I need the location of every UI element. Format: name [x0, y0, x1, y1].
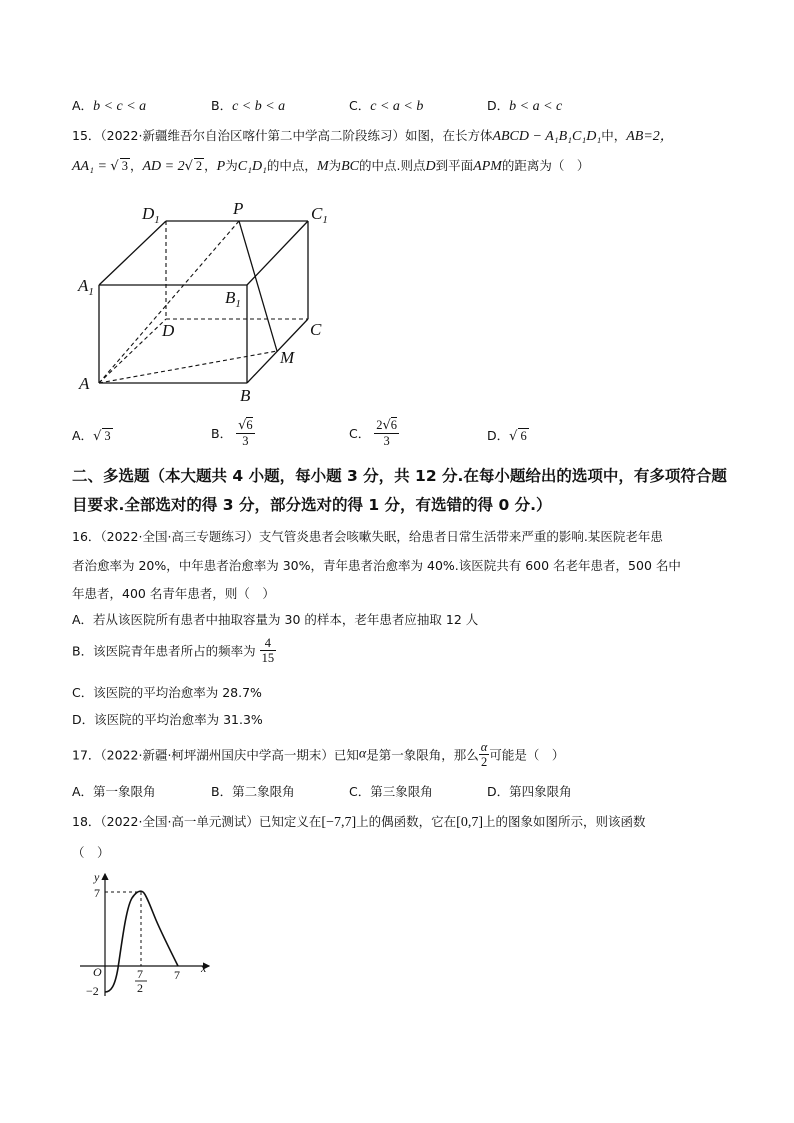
fraction-numerator: [236, 418, 255, 434]
sqrt-symbol: √: [382, 418, 391, 433]
stem-text: 可能是（ ）: [489, 747, 565, 763]
stem-text: 到平面: [435, 158, 474, 173]
sqrt-symbol: √: [110, 159, 119, 174]
radicand: 6: [520, 429, 527, 443]
stem-text: 18．（2022·全国·高一单元测试）已知定义在: [72, 814, 322, 829]
option-expr: b < a < c: [509, 99, 563, 114]
q18-stem-line1: [72, 812, 646, 831]
ad-radicand: 2: [195, 159, 203, 173]
fraction-denominator: 3: [242, 434, 249, 448]
label-c: C: [310, 320, 322, 339]
label-b1: $B_1$: [225, 288, 241, 310]
segment-c1d1: C₁D₁: [237, 159, 267, 174]
fraction-denominator: 3: [383, 434, 390, 448]
q14-option-d: [487, 96, 562, 115]
fraction-denominator: 15: [261, 651, 275, 665]
fraction-denominator: 2: [480, 755, 488, 769]
aa1-expr: AA₁ =: [72, 159, 111, 174]
section-heading-line1: 二、多选题（本大题共 4 小题，每小题 3 分，共 12 分.在每小题给出的选项中，有多项符合题: [72, 467, 727, 485]
segment-pm: [239, 221, 277, 351]
hidden-segment-ap: [99, 221, 239, 383]
label-c1: $C_1$: [311, 204, 328, 226]
interval-half: [0,7]: [456, 815, 483, 830]
hidden-edge-ad: [99, 319, 166, 383]
question-source: （2022·新疆维吾尔自治区喀什第二中学高二阶段练习）如图，在长方体: [100, 128, 493, 143]
radicand: 6: [246, 418, 253, 432]
hidden-segment-am: [99, 351, 277, 383]
radicand: 3: [104, 429, 111, 443]
fraction-numerator: [374, 418, 399, 434]
q16-option-b: [72, 636, 276, 665]
sqrt-symbol: √: [93, 429, 102, 444]
stem-text: 中，: [601, 128, 627, 143]
box-name: ABCD − A₁B₁C₁D₁: [492, 129, 602, 144]
q16-stem-line2: 者治愈率为 20%，中年患者治愈率为 30%，青年患者治愈率为 40%.该医院共有 600 名老年患者，500 名中: [72, 558, 681, 573]
stem-text: ，: [204, 158, 217, 173]
q16-option-c: C．该医院的平均治愈率为 28.7%: [72, 685, 262, 700]
x-tick-frac-den: 2: [137, 981, 143, 995]
cuboid-figure: [70, 195, 350, 410]
stem-text: 为: [328, 158, 342, 173]
option-label: C．: [349, 426, 371, 441]
fraction: [479, 740, 490, 769]
edge-a1d1: [99, 221, 166, 285]
label-m: M: [280, 348, 295, 367]
option-label: B．: [211, 98, 233, 113]
q14-option-a: [72, 96, 146, 115]
q16-option-a: A．若从该医院所有患者中抽取容量为 30 的样本，老年患者应抽取 12 人: [72, 612, 479, 627]
fraction-numerator: α: [480, 740, 488, 754]
option-expr: b < c < a: [93, 99, 147, 114]
fraction-numerator: 4: [260, 636, 277, 651]
label-a1: $A_1$: [78, 276, 94, 298]
plane-apm: APM: [473, 159, 502, 174]
q16-stem-line3: 年患者，400 名青年患者，则（ ）: [72, 586, 275, 601]
point-m: M: [316, 159, 329, 174]
alpha-symbol: α: [358, 746, 367, 762]
sqrt-symbol: √: [184, 159, 193, 174]
q18-paren: （ ）: [72, 845, 110, 860]
stem-text: 的中点.则点: [359, 158, 426, 173]
sqrt-symbol: √: [238, 418, 247, 433]
aa1-radicand: 3: [121, 159, 128, 173]
q15-option-b: [211, 418, 255, 448]
label-b: B: [240, 386, 251, 405]
interval-full: [−7,7]: [321, 815, 357, 830]
fraction: [260, 636, 277, 665]
q17-option-b: B．第二象限角: [211, 784, 295, 799]
q15-option-c: [349, 418, 399, 448]
point-d: D: [425, 159, 436, 174]
radicand: 6: [390, 418, 398, 432]
stem-text: 上的图象如图所示，则该函数: [483, 814, 646, 829]
fraction: [236, 418, 255, 448]
segment-bc: BC: [341, 159, 360, 174]
label-a: A: [79, 374, 90, 393]
q16-stem-line1: 16．（2022·全国·高三专题练习）支气管炎患者会咳嗽失眠，给患者日常生活带来严重的影响.某医院老年患: [72, 529, 663, 544]
question-number: 15．: [72, 128, 101, 143]
stem-text: ，: [129, 158, 143, 173]
q14-option-c: [349, 96, 423, 115]
edge-bc: [247, 319, 308, 383]
q15-stem-line1: [72, 125, 674, 145]
q14-option-b: [211, 96, 285, 115]
q17-option-d: D．第四象限角: [487, 784, 572, 799]
q17-stem: [72, 740, 564, 769]
q17-option-c: C．第三象限角: [349, 784, 433, 799]
stem-text: 是第一象限角，那么: [366, 747, 479, 763]
edge-b1c1: [247, 221, 308, 285]
q15-option-d: [487, 426, 529, 444]
x-axis-label: x: [201, 961, 207, 975]
label-d: D: [162, 321, 175, 340]
q17-option-a: A．第一象限角: [72, 784, 156, 799]
option-label: D．: [487, 428, 510, 443]
x-tick-7: 7: [174, 968, 180, 982]
option-text: B．该医院青年患者所占的频率为: [72, 643, 256, 659]
option-label: A．: [72, 98, 94, 113]
y-tick-7: 7: [94, 886, 100, 900]
section-heading-line2: 目要求.全部选对的得 3 分，部分选对的得 1 分，有选错的得 0 分.）: [72, 496, 552, 514]
label-p: P: [233, 199, 244, 218]
point-p: P: [216, 159, 226, 174]
option-label: A．: [72, 428, 94, 443]
origin-label: O: [93, 965, 102, 979]
y-axis-label: y: [94, 870, 100, 884]
stem-text: 17．（2022·新疆·柯坪湖州国庆中学高一期末）已知: [72, 747, 359, 763]
ad-expr: AD = 2: [142, 159, 185, 174]
ab-value: AB=2，: [626, 129, 674, 144]
fraction: [374, 418, 399, 448]
q16-option-d: D．该医院的平均治愈率为 31.3%: [72, 712, 263, 727]
option-expr: c < a < b: [370, 99, 424, 114]
option-label: B．: [211, 426, 233, 441]
sqrt-symbol: √: [509, 429, 518, 444]
stem-text: 的中点，: [266, 158, 317, 173]
option-expr: c < b < a: [232, 99, 286, 114]
function-graph: [72, 868, 222, 1003]
coefficient: 2: [376, 418, 383, 432]
stem-text: 为: [225, 158, 238, 173]
q15-stem-line2: [72, 156, 589, 175]
option-label: C．: [349, 98, 371, 113]
x-tick-frac-num: 7: [137, 967, 143, 981]
y-tick-neg2: −2: [86, 984, 99, 998]
label-d1: $D_1$: [142, 204, 160, 226]
q15-option-a: [72, 426, 113, 444]
option-label: D．: [487, 98, 510, 113]
stem-text: 上的偶函数，它在: [356, 814, 457, 829]
stem-text: 的距离为（ ）: [501, 158, 590, 173]
